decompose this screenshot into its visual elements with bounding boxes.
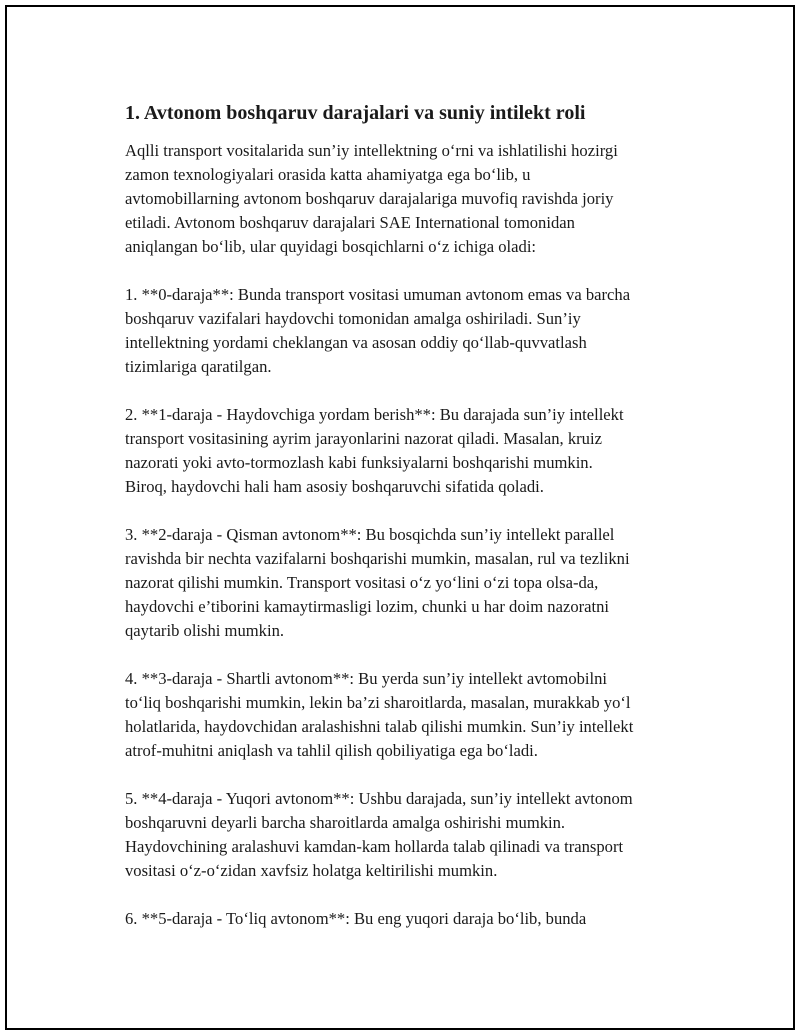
level-3-paragraph [125,667,705,763]
page-frame [5,5,795,1030]
paragraph-line: intellektning yordami cheklangan va asosan oddiy qo‘llab-quvvatlash [125,333,587,352]
paragraph-line: 2. **1-daraja - Haydovchiga yordam berish**: Bu darajada sun’iy intellekt [125,405,624,424]
paragraph-line: haydovchi e’tiborini kamaytirmasligi lozim, chunki u har doim nazoratni [125,597,610,616]
level-1-paragraph [125,403,705,499]
paragraph-line: zamon texnologiyalari orasida katta ahamiyatga ega bo‘lib, u [125,165,531,184]
paragraph-line: vositasi o‘z-o‘zidan xavfsiz holatga keltirilishi mumkin. [125,861,498,880]
paragraph-line: nazorati yoki avto-tormozlash kabi funksiyalarni boshqarishi mumkin. [125,453,593,472]
paragraph-line: ravishda bir nechta vazifalarni boshqarishi mumkin, masalan, rul va tezlikni [125,549,630,568]
section-heading: 1. Avtonom boshqaruv darajalari va suniy intilekt roli [125,102,586,124]
paragraph-line: 5. **4-daraja - Yuqori avtonom**: Ushbu darajada, sun’iy intellekt avtonom [125,789,633,808]
paragraph-line: nazorat qilishi mumkin. Transport vositasi o‘z yo‘lini o‘zi topa olsa-da, [125,573,599,592]
level-2-paragraph [125,523,705,643]
paragraph-line: etiladi. Avtonom boshqaruv darajalari SAE International tomonidan [125,213,575,232]
level-0-paragraph [125,283,705,379]
paragraph-line: Aqlli transport vositalarida sun’iy intellektning o‘rni va ishlatilishi hozirgi [125,141,618,160]
paragraph-line: atrof-muhitni aniqlash va tahlil qilish qobiliyatiga ega bo‘ladi. [125,741,538,760]
paragraph-line: tizimlariga qaratilgan. [125,357,272,376]
paragraph-line: to‘liq boshqarishi mumkin, lekin ba’zi sharoitlarda, masalan, murakkab yo‘l [125,693,631,712]
paragraph-line: boshqaruvni deyarli barcha sharoitlarda amalga oshirishi mumkin. [125,813,566,832]
paragraph-line: qaytarib olishi mumkin. [125,621,285,640]
paragraph-line: 1. **0-daraja**: Bunda transport vositasi umuman avtonom emas va barcha [125,285,631,304]
paragraph-line: Biroq, haydovchi hali ham asosiy boshqaruvchi sifatida qoladi. [125,477,544,496]
document-body [125,99,705,955]
paragraph-line: transport vositasining ayrim jarayonlarini nazorat qiladi. Masalan, kruiz [125,429,602,448]
paragraph-line: aniqlangan bo‘lib, ular quyidagi bosqichlarni o‘z ichiga oladi: [125,237,537,256]
paragraph-line: 3. **2-daraja - Qisman avtonom**: Bu bosqichda sun’iy intellekt parallel [125,525,615,544]
paragraph-line: boshqaruv vazifalari haydovchi tomonidan amalga oshiriladi. Sun’iy [125,309,581,328]
paragraph-line: 4. **3-daraja - Shartli avtonom**: Bu yerda sun’iy intellekt avtomobilni [125,669,608,688]
level-4-paragraph [125,787,705,883]
paragraph-line: Haydovchining aralashuvi kamdan-kam hollarda talab qilinadi va transport [125,837,624,856]
paragraph-line: holatlarida, haydovchidan aralashishni talab qilishi mumkin. Sun’iy intellekt [125,717,634,736]
paragraph-line: avtomobillarning avtonom boshqaruv darajalariga muvofiq ravishda joriy [125,189,614,208]
paragraph-line: 6. **5-daraja - To‘liq avtonom**: Bu eng yuqori daraja bo‘lib, bunda [125,909,587,928]
intro-paragraph [125,139,705,259]
level-5-paragraph [125,907,705,931]
